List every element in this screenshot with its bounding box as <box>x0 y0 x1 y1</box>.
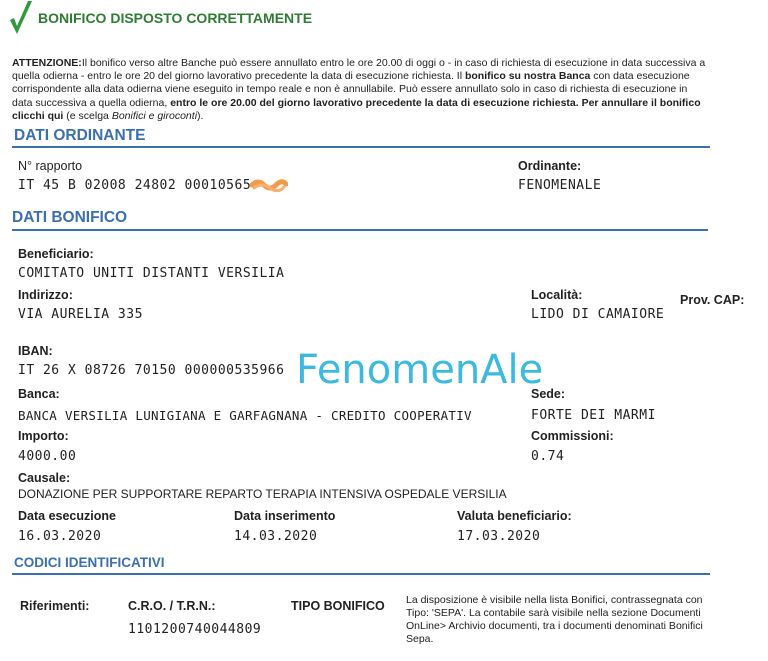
cancel-link[interactable]: clicchi qui <box>12 109 64 122</box>
importo-value: 4000.00 <box>18 449 77 464</box>
cancellation-notice: ATTENZIONE:Il bonifico verso altre Banche può essere annullato entro le ore 20.00 di oggi o - in caso di richiesta di esecuzione in data successiva a quella odierna - entro le ore 20 del giorno lavorativo precedente la data di esecuzione richiesta. Il bonifico su nostra Banca con data esecuzione corrispondente alla data odierna viene eseguito in tempo reale e non è annullabile. Può essere annullato solo in caso di richiesta di esecuzione in data successiva a quella odierna, entro le ore 20.00 del giorno lavorativo precedente la data di esecuzione richiesta. Per annullare il bonifico clicchi qui (e scelga Bonifici e giroconti). <box>12 57 706 122</box>
beneficiario-value: COMITATO UNITI DISTANTI VERSILIA <box>18 266 285 281</box>
section-title-codici: CODICI IDENTIFICATIVI <box>14 555 165 570</box>
commissioni-label: Commissioni: <box>531 429 614 443</box>
localita-value: LIDO DI CAMAIORE <box>531 307 665 322</box>
banca-label: Banca: <box>18 387 60 401</box>
riferimenti-label: Riferimenti: <box>20 599 90 613</box>
causale-value: DONAZIONE PER SUPPORTARE REPARTO TERAPIA INTENSIVA OSPEDALE VERSILIA <box>18 487 507 501</box>
importo-label: Importo: <box>18 429 69 443</box>
sede-value: FORTE DEI MARMI <box>531 408 656 423</box>
rapporto-label: N° rapporto <box>18 159 83 173</box>
valuta-label: Valuta beneficiario: <box>457 509 572 523</box>
section-title-ordinante: DATI ORDINANTE <box>14 127 146 144</box>
sede-label: Sede: <box>531 387 566 401</box>
section-divider <box>12 146 710 148</box>
data-esecuzione-label: Data esecuzione <box>18 509 116 523</box>
localita-label: Località: <box>531 288 583 302</box>
ordinante-value: FENOMENALE <box>518 178 602 193</box>
commissioni-value: 0.74 <box>531 449 565 464</box>
indirizzo-label: Indirizzo: <box>18 288 73 302</box>
data-inserimento-value: 14.03.2020 <box>234 529 318 544</box>
iban-value: IT 26 X 08726 70150 000000535966 <box>18 363 285 378</box>
checkmark-icon <box>8 0 34 36</box>
iban-label: IBAN: <box>18 344 53 358</box>
section-divider <box>12 573 710 575</box>
data-esecuzione-value: 16.03.2020 <box>18 529 102 544</box>
watermark-text: FenomenAle <box>296 347 544 393</box>
prov-cap-label: Prov. CAP: <box>680 293 745 307</box>
valuta-value: 17.03.2020 <box>457 529 541 544</box>
causale-label: Causale: <box>18 471 71 485</box>
rapporto-value: IT 45 B 02008 24802 00010565 <box>18 178 252 193</box>
banca-value: BANCA VERSILIA LUNIGIANA E GARFAGNANA - CREDITO COOPERATIV <box>18 408 472 423</box>
cro-label: C.R.O. / T.R.N.: <box>128 599 216 613</box>
cro-value: 1101200740044809 <box>128 622 262 637</box>
indirizzo-value: VIA AURELIA 335 <box>18 307 143 322</box>
section-divider <box>12 229 708 231</box>
beneficiario-label: Beneficiario: <box>18 247 94 261</box>
visibility-info: La disposizione è visibile nella lista Bonifici, contrassegnata con Tipo: 'SEPA'. La contabile sarà visibile nella sezione Documenti OnLine> Archivio documenti, tra i documenti denominati Bonifici Sepa. <box>406 594 703 645</box>
redaction-scribble <box>250 178 288 192</box>
tipo-bonifico-label: TIPO BONIFICO <box>291 599 385 613</box>
success-title: BONIFICO DISPOSTO CORRETTAMENTE <box>38 10 313 26</box>
ordinante-label: Ordinante: <box>518 159 582 173</box>
data-inserimento-label: Data inserimento <box>234 509 336 523</box>
section-title-bonifico: DATI BONIFICO <box>12 209 128 226</box>
